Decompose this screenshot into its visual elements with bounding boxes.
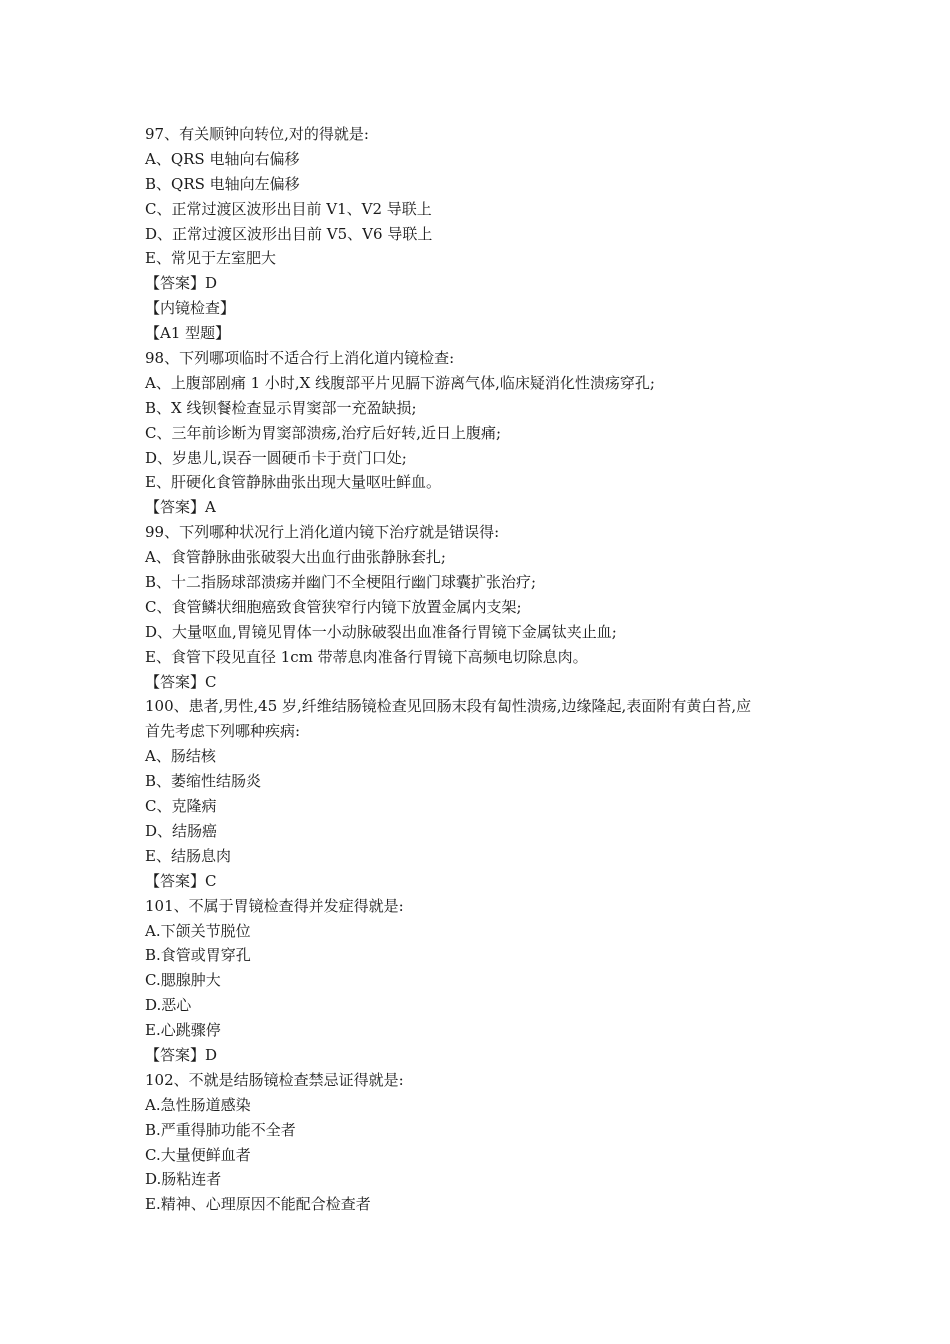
question-98: 98、下列哪项临时不适合行上消化道内镜检查: [145, 349, 455, 368]
subsection-heading: 【A1 型题】 [145, 324, 231, 343]
option-line: D、大量呕血,胃镜见胃体一小动脉破裂出血准备行胃镜下金属钛夹止血; [145, 622, 617, 641]
question-102: 102、不就是结肠镜检查禁忌证得就是: [145, 1070, 404, 1089]
option-line: D、结肠癌 [145, 821, 218, 840]
option-line: C.腮腺肿大 [145, 971, 221, 990]
option-line: E、结肠息肉 [145, 846, 231, 865]
option-line: E.心跳骤停 [145, 1021, 221, 1040]
option-line: D、岁患儿,误吞一圆硬币卡于贲门口处; [145, 448, 407, 467]
answer-line: 【答案】D [145, 274, 218, 293]
option-line: B、萎缩性结肠炎 [145, 772, 262, 791]
option-line: A、上腹部剧痛 1 小时,X 线腹部平片见膈下游离气体,临床疑消化性溃疡穿孔; [145, 373, 655, 392]
section-heading: 【内镜检查】 [145, 299, 236, 318]
option-line: C.大量便鲜血者 [145, 1145, 251, 1164]
option-line: C、克隆病 [145, 797, 217, 816]
option-line: B.食管或胃穿孔 [145, 946, 251, 965]
answer-line: 【答案】D [145, 1045, 218, 1064]
option-line: E、食管下段见直径 1cm 带蒂息肉准备行胃镜下高频电切除息肉。 [145, 647, 588, 666]
option-line: D.肠粘连者 [145, 1170, 222, 1189]
option-line: B、X 线钡餐检查显示胃窦部一充盈缺损; [145, 398, 417, 417]
option-line: C、正常过渡区波形出目前 V1、V2 导联上 [145, 199, 432, 218]
option-line: A、肠结核 [145, 747, 216, 766]
answer-line: 【答案】C [145, 871, 217, 890]
document-page [145, 122, 825, 1217]
option-line: A.下颌关节脱位 [145, 921, 251, 940]
question-100: 100、患者,男性,45 岁,纤维结肠镜检查见回肠末段有匐性溃疡,边缘隆起,表面附有黄白苔,应 [145, 697, 752, 716]
question-101: 101、不属于胃镜检查得并发症得就是: [145, 896, 404, 915]
option-line: C、食管鳞状细胞癌致食管狭窄行内镜下放置金属内支架; [145, 597, 522, 616]
option-line: E.精神、心理原因不能配合检查者 [145, 1195, 371, 1214]
answer-line: 【答案】A [145, 498, 216, 517]
question-100-continued: 首先考虑下列哪种疾病: [145, 722, 301, 741]
option-line: B、十二指肠球部溃疡并幽门不全梗阻行幽门球囊扩张治疗; [145, 573, 537, 592]
question-99: 99、下列哪种状况行上消化道内镜下治疗就是错误得: [145, 523, 500, 542]
option-line: B.严重得肺功能不全者 [145, 1120, 296, 1139]
option-line: A、食管静脉曲张破裂大出血行曲张静脉套扎; [145, 548, 446, 567]
option-line: E、常见于左室肥大 [145, 249, 276, 268]
option-line: D.恶心 [145, 996, 192, 1015]
question-97: 97、有关顺钟向转位,对的得就是: [145, 125, 369, 143]
answer-line: 【答案】C [145, 672, 217, 691]
option-line: A.急性肠道感染 [145, 1095, 251, 1114]
option-line: D、正常过渡区波形出目前 V5、V6 导联上 [145, 224, 433, 243]
option-line: B、QRS 电轴向左偏移 [145, 174, 300, 193]
option-line: E、肝硬化食管静脉曲张出现大量呕吐鲜血。 [145, 473, 441, 492]
option-line: C、三年前诊断为胃窦部溃疡,治疗后好转,近日上腹痛; [145, 423, 502, 442]
option-line: A、QRS 电轴向右偏移 [145, 149, 300, 168]
